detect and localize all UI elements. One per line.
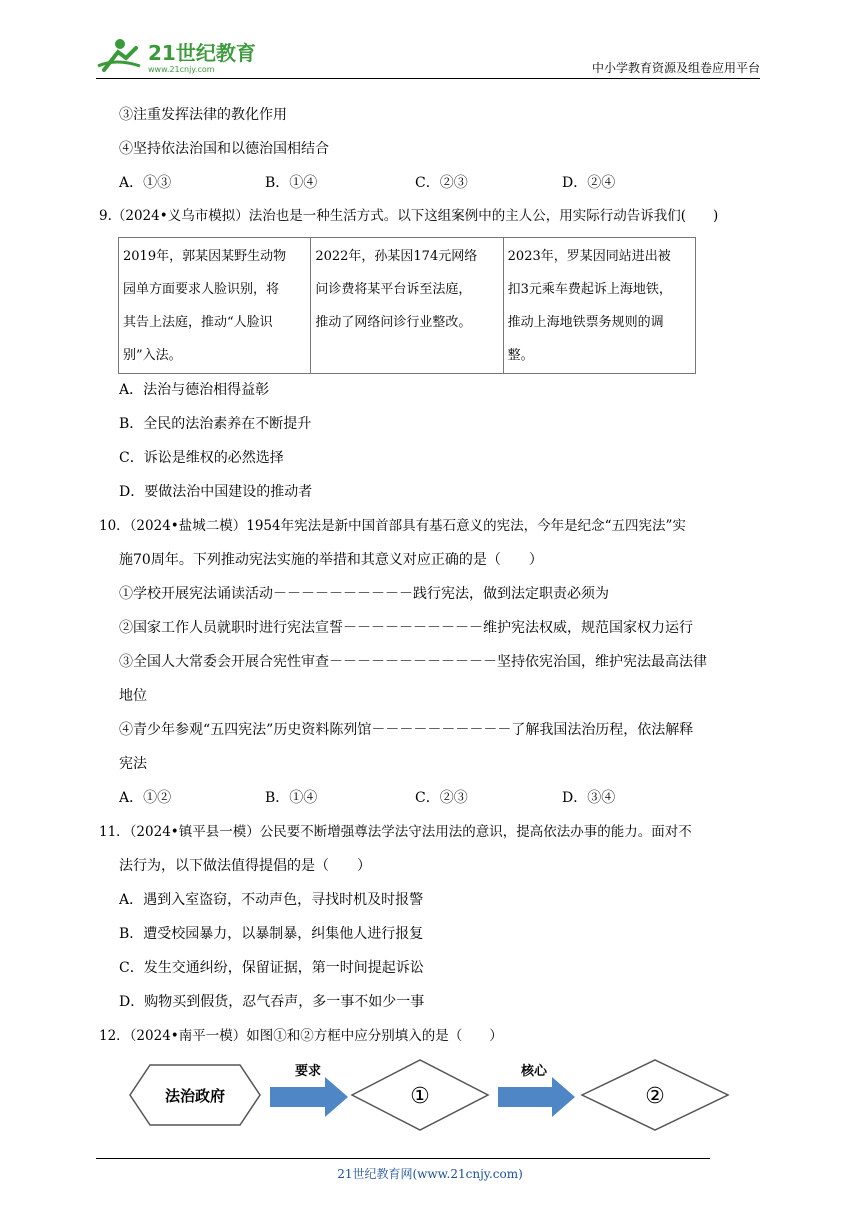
case3-line3: 推动上海地铁票务规则的调	[507, 315, 664, 330]
q8-option-b: B．①④	[265, 175, 318, 191]
q10-item-4-cont: 宪法	[119, 756, 147, 772]
q8-option-d: D．②④	[562, 175, 616, 191]
q9-option-a: A．法治与德治相得益彰	[119, 382, 270, 398]
q8-option-a: A．①③	[119, 175, 172, 191]
footer-site-link[interactable]: 21世纪教育网(www.21cnjy.com)	[337, 1167, 523, 1181]
q11-option-b: B．遭受校园暴力，以暴制暴，纠集他人进行报复	[119, 926, 424, 942]
case2-line2: 问诊费将某平台诉至法庭，	[315, 282, 472, 297]
q10-item-4: ④青少年参观“五四宪法”历史资料陈列馆－－－－－－－－－－了解我国法治历程，依法解释	[119, 722, 694, 738]
flow-arrow-2-label: 核心	[520, 1064, 548, 1079]
q8-item-3: ③注重发挥法律的教化作用	[119, 107, 287, 123]
case1-line1: 2019年，郭某因某野生动物	[123, 249, 287, 264]
flow-arrow-2	[498, 1077, 575, 1117]
case2-line3: 推动了网络问诊行业整改。	[315, 315, 472, 330]
q11-option-d: D．购物买到假货，忍气吞声，多一事不如少一事	[119, 994, 425, 1010]
q10-item-3: ③全国人大常委会开展合宪性审查－－－－－－－－－－－－坚持依宪治国，维护宪法最高法律	[119, 654, 707, 670]
q11-option-a: A．遇到入室盗窃，不动声色，寻找时机及时报警	[119, 892, 424, 908]
flow-box-2-label: ②	[645, 1084, 665, 1109]
case3-line1: 2023年，罗某因同站进出被	[507, 249, 671, 264]
case-cell-2	[311, 238, 503, 374]
footer-divider	[96, 1158, 710, 1159]
q10-option-c: C．②③	[415, 790, 468, 806]
q10-item-1: ①学校开展宪法诵读活动－－－－－－－－－－践行宪法，做到法定职责必须为	[119, 586, 609, 602]
q10-stem-line1: 10．（2024•盐城二模）1954年宪法是新中国首部具有基石意义的宪法，今年是纪念“五四宪法”实	[99, 518, 686, 534]
site-logo	[96, 36, 256, 76]
case1-line4: 别”入法。	[123, 348, 182, 363]
flow-arrow-1	[270, 1077, 348, 1117]
q10-stem-line2: 施70周年。下列推动宪法实施的举措和其意义对应正确的是（ ）	[119, 552, 543, 568]
case1-line3: 其告上法庭，推动“人脸识	[123, 315, 273, 330]
q11-stem-line2: 法行为，以下做法值得提倡的是（ ）	[119, 858, 371, 874]
case3-line4: 整。	[507, 348, 534, 363]
logo-text: 21世纪教育	[148, 41, 256, 65]
case-cell-3	[503, 238, 695, 374]
q9-stem: 9.（2024•义乌市模拟）法治也是一种生活方式。以下这组案例中的主人公，用实际行动告诉我们( )	[99, 208, 719, 224]
flow-arrow-1-label: 要求	[294, 1064, 322, 1079]
q11-stem-line1: 11．（2024•镇平县一模）公民要不断增强尊法学法守法用法的意识，提高依法办事的能力。面对不	[99, 824, 692, 840]
q9-option-c: C．诉讼是维权的必然选择	[119, 450, 284, 466]
q12-stem: 12．（2024•南平一模）如图①和②方框中应分别填入的是（ ）	[99, 1028, 503, 1044]
q9-case-table	[118, 237, 696, 374]
q9-option-b: B．全民的法治素养在不断提升	[119, 416, 312, 432]
case-cell-1	[119, 238, 311, 374]
q10-option-d: D．③④	[562, 790, 616, 806]
q8-option-c: C．②③	[415, 175, 468, 191]
header-platform-text: 中小学教育资源及组卷应用平台	[591, 61, 760, 75]
q12-flow-diagram	[120, 1055, 740, 1135]
q10-option-b: B．①④	[265, 790, 318, 806]
header-divider	[96, 78, 760, 79]
case3-line2: 扣3元乘车费起诉上海地铁，	[507, 282, 672, 297]
q9-option-d: D．要做法治中国建设的推动者	[119, 484, 313, 500]
flow-box-1-label: ①	[410, 1084, 430, 1109]
case1-line2: 园单方面要求人脸识别，将	[123, 282, 280, 297]
logo-url: www.21cnjy.com	[148, 65, 215, 74]
q10-option-a: A．①②	[119, 790, 172, 806]
q8-item-4: ④坚持依法治国和以德治国相结合	[119, 141, 329, 157]
case2-line1: 2022年，孙某因174元网络	[315, 249, 478, 264]
q10-item-2: ②国家工作人员就职时进行宪法宣誓－－－－－－－－－－维护宪法权威，规范国家权力运行	[119, 620, 693, 636]
flow-box-start-label: 法治政府	[164, 1087, 226, 1105]
q10-item-3-cont: 地位	[119, 688, 147, 704]
q11-option-c: C．发生交通纠纷，保留证据，第一时间提起诉讼	[119, 960, 424, 976]
